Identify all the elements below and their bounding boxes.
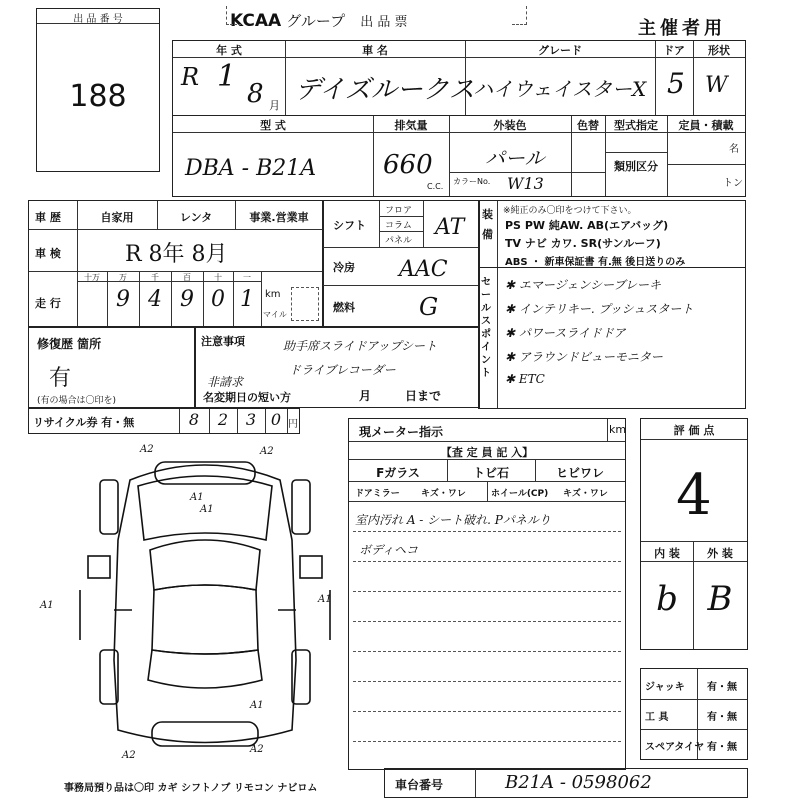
brand-logo: KCAA bbox=[230, 11, 282, 31]
windshield bbox=[150, 540, 260, 590]
rear-window bbox=[148, 650, 262, 688]
shift-value: AT bbox=[435, 215, 465, 240]
exterior-value: パール bbox=[485, 146, 545, 170]
recycle-digit: 8 bbox=[188, 410, 200, 429]
left-mirror bbox=[88, 556, 110, 578]
score-label: 評 価 点 bbox=[673, 424, 715, 437]
remark-2: ボディヘコ bbox=[359, 543, 419, 557]
doors-value: 5 bbox=[667, 67, 685, 100]
fuel-value: G bbox=[419, 293, 439, 321]
sales-point-item: ✱ ETC bbox=[505, 372, 545, 386]
mileage-digit: 9 bbox=[116, 287, 130, 312]
recycle-unit: 円 bbox=[288, 419, 298, 430]
lot-number: 188 bbox=[69, 79, 127, 114]
damage-mark-6: A1 bbox=[250, 700, 264, 711]
digit-header: 十万 bbox=[84, 273, 100, 282]
damage-mark-5: A1 bbox=[318, 594, 332, 605]
group-label: グループ bbox=[286, 12, 346, 30]
doors-label: ドア bbox=[663, 44, 685, 57]
sales-point-item: ✱ エマージェンシーブレーキ bbox=[505, 278, 662, 292]
notes-block bbox=[194, 326, 480, 408]
year-month-suffix: 月 bbox=[269, 99, 280, 112]
unconfirmed-mark: 非請求 bbox=[207, 375, 244, 389]
left-front-wheel bbox=[100, 480, 118, 534]
mileage-digit: 0 bbox=[211, 287, 225, 312]
recycle-digit: 2 bbox=[217, 410, 229, 429]
vehicle-row-1 bbox=[172, 40, 746, 116]
sales-points-block bbox=[478, 267, 746, 409]
chassis-number: B21A - 0598062 bbox=[505, 772, 652, 793]
digit-header: 百 bbox=[183, 273, 191, 282]
repair-block bbox=[28, 326, 196, 408]
damage-mark-4: A1 bbox=[40, 600, 54, 611]
km-unit: km bbox=[265, 289, 281, 300]
body-label: 形状 bbox=[708, 44, 730, 57]
damage-mark-2: A2 bbox=[260, 446, 274, 457]
recycle-block bbox=[28, 408, 300, 434]
damage-mark-1: A2 bbox=[140, 444, 154, 455]
year-number: 1 bbox=[217, 59, 237, 94]
equipment-label bbox=[482, 205, 494, 245]
equipment-block bbox=[478, 200, 746, 268]
model-label: 型 式 bbox=[260, 119, 286, 132]
interior-label: 内 装 bbox=[654, 547, 680, 560]
grade-label: グレード bbox=[538, 44, 582, 57]
fuel-label: 燃料 bbox=[333, 301, 355, 314]
digit-header: 千 bbox=[151, 273, 159, 282]
meter-km-unit: km bbox=[609, 423, 627, 436]
body-value: W bbox=[705, 73, 728, 98]
glass-label: Fガラス bbox=[376, 466, 420, 480]
sales-point-item: ✱ インテリキー. プッシュスタート bbox=[505, 302, 694, 316]
shift-column[interactable]: コラム bbox=[385, 221, 412, 231]
recycle-label: リサイクル券 有・無 bbox=[33, 416, 135, 429]
person-unit: 名 bbox=[729, 144, 739, 155]
lot-number-box bbox=[36, 8, 160, 172]
chip-label: トビ石 bbox=[472, 466, 509, 480]
digit-header: 一 bbox=[243, 273, 251, 282]
damage-mark-7: A2 bbox=[122, 750, 136, 761]
repair-label: 修復歴 箇所 bbox=[37, 337, 102, 351]
note-item-2: ドライブレコーダー bbox=[289, 363, 396, 377]
repair-note: (有の場合は〇印を) bbox=[37, 396, 117, 406]
ton-unit: トン bbox=[723, 178, 743, 189]
right-mirror bbox=[300, 556, 322, 578]
mileage-digit: 4 bbox=[148, 287, 162, 312]
mileage-digit: 9 bbox=[180, 287, 194, 312]
mirror-state: キズ・ワレ bbox=[421, 489, 466, 499]
meter-label: 現メーター指示 bbox=[359, 425, 444, 439]
recycle-digit: 0 bbox=[270, 410, 282, 429]
shift-label: シフト bbox=[333, 219, 366, 232]
wheel-label: ホイール(CP) bbox=[491, 489, 549, 499]
damage-mark-3: A1 bbox=[200, 504, 214, 515]
history-private[interactable]: 自家用 bbox=[100, 211, 134, 224]
equipment-row-3: ABS ・ 新車保証書 有.無 後日送りのみ bbox=[505, 257, 686, 268]
accessory-value[interactable]: 有・無 bbox=[707, 742, 737, 753]
note-item-1: 助手席スライドアップシート bbox=[283, 339, 437, 353]
repair-value: 有 bbox=[49, 366, 72, 391]
accessory-value[interactable]: 有・無 bbox=[707, 712, 737, 723]
digit-header: 万 bbox=[119, 273, 127, 282]
history-business[interactable]: 事業.営業車 bbox=[249, 211, 309, 224]
displacement-label: 排気量 bbox=[394, 119, 428, 132]
category-label: 類別区分 bbox=[614, 160, 658, 173]
sales-points-label: セールスポイント bbox=[481, 277, 491, 379]
type-cert-label: 型式指定 bbox=[614, 119, 658, 132]
remark-line bbox=[353, 711, 621, 712]
repaint-label: 色替 bbox=[577, 119, 599, 132]
sheet-title: 出 品 票 bbox=[360, 15, 408, 30]
history-block bbox=[28, 200, 324, 328]
lot-number-label: 出 品 番 号 bbox=[73, 14, 123, 25]
recycle-digit: 3 bbox=[245, 410, 257, 429]
sales-point-item: ✱ アラウンドビューモニター bbox=[505, 350, 663, 364]
inspection-label: 車 検 bbox=[35, 247, 61, 260]
right-front-wheel bbox=[292, 480, 310, 534]
equipment-note: ※純正のみ〇印をつけて下さい。 bbox=[503, 206, 637, 216]
remark-line bbox=[353, 591, 621, 592]
damage-mark-9: A1 bbox=[190, 492, 204, 503]
year-month: 8 bbox=[247, 79, 264, 109]
drivetrain-block bbox=[322, 200, 480, 328]
exterior-rating-label: 外 装 bbox=[707, 547, 733, 560]
digit-header: 十 bbox=[214, 273, 222, 282]
color-code-value: W13 bbox=[507, 174, 544, 193]
displacement-value: 660 bbox=[383, 150, 433, 180]
equipment-row-1: PS PW 純AW. AB(エアバッグ) bbox=[505, 219, 669, 232]
mile-checkbox[interactable] bbox=[291, 287, 319, 321]
wheel-state: キズ・ワレ bbox=[563, 489, 608, 499]
vehicle-name: デイズルークス bbox=[295, 75, 475, 105]
inspector-section-title: 【査 定 員 記 入】 bbox=[440, 446, 534, 459]
equipment-label-text: 装備 bbox=[482, 208, 493, 241]
capacity-label: 定員・積載 bbox=[678, 119, 734, 132]
remark-line bbox=[353, 561, 621, 562]
accessory-label: 工 具 bbox=[645, 712, 669, 723]
vehicle-grade: ハイウェイスターX bbox=[473, 77, 647, 101]
damage-mark-8: A2 bbox=[250, 744, 264, 755]
mileage-digit: 1 bbox=[240, 287, 254, 312]
accessories-block bbox=[640, 668, 748, 760]
shift-panel[interactable]: パネル bbox=[385, 236, 413, 246]
remark-line bbox=[353, 651, 621, 652]
accessory-value[interactable]: 有・無 bbox=[707, 682, 737, 693]
remark-line bbox=[353, 621, 621, 622]
accessory-label: ジャッキ bbox=[645, 682, 685, 693]
mirror-label: ドアミラー bbox=[355, 489, 400, 499]
model-value: DBA - B21A bbox=[185, 156, 317, 181]
color-code-label: カラーNo. bbox=[453, 177, 491, 186]
shift-floor[interactable]: フロア bbox=[385, 206, 413, 216]
exterior-value-rating: B bbox=[707, 579, 733, 619]
corner-mark-left bbox=[226, 6, 241, 25]
corner-mark-right bbox=[512, 6, 527, 25]
notes-label: 注意事項 bbox=[201, 335, 245, 348]
chassis-label: 車台番号 bbox=[395, 778, 444, 792]
chassis-block bbox=[384, 768, 748, 798]
year-era: R bbox=[181, 63, 200, 91]
equipment-row-2: TV ナビ カワ. SR(サンルーフ) bbox=[505, 237, 661, 250]
inspection-value: R 8年 8月 bbox=[125, 242, 228, 267]
inspector-block bbox=[348, 418, 626, 770]
remark-line bbox=[353, 681, 621, 682]
accessory-label: スペアタイヤ bbox=[645, 742, 705, 753]
vehicle-row-2 bbox=[172, 115, 746, 197]
cc-unit: C.C. bbox=[427, 182, 444, 191]
ac-value: AAC bbox=[399, 257, 448, 282]
remark-line bbox=[353, 531, 621, 532]
remark-line bbox=[353, 741, 621, 742]
ratings-block bbox=[640, 418, 748, 650]
history-rental[interactable]: レンタ bbox=[179, 211, 213, 224]
deadline-month: 月 bbox=[359, 389, 372, 403]
car-damage-diagram bbox=[40, 440, 350, 770]
remark-1: 室内汚れ A - シート破れ. Pパネルり bbox=[355, 513, 551, 527]
name-label: 車 名 bbox=[362, 44, 388, 57]
deadline-day: 日まで bbox=[405, 389, 442, 403]
score-value: 4 bbox=[676, 463, 712, 528]
history-label: 車 歴 bbox=[35, 211, 61, 224]
exterior-label: 外装色 bbox=[493, 119, 527, 132]
roof bbox=[152, 585, 258, 654]
year-label: 年 式 bbox=[216, 44, 242, 57]
deadline-label: 名変期日の短い方 bbox=[203, 391, 291, 404]
held-items: 事務局預り品は〇印 カギ シフトノブ リモコン ナビロム bbox=[64, 783, 318, 794]
mile-unit: マイル bbox=[263, 310, 287, 319]
header-title bbox=[230, 10, 530, 36]
sales-point-item: ✱ パワースライドドア bbox=[505, 326, 626, 340]
ac-label: 冷房 bbox=[333, 261, 355, 274]
mileage-label: 走 行 bbox=[35, 297, 61, 310]
interior-value: b bbox=[656, 579, 678, 619]
organizer-copy-label: 主催者用 bbox=[638, 18, 726, 39]
crack-label: ヒビワレ bbox=[555, 466, 604, 480]
